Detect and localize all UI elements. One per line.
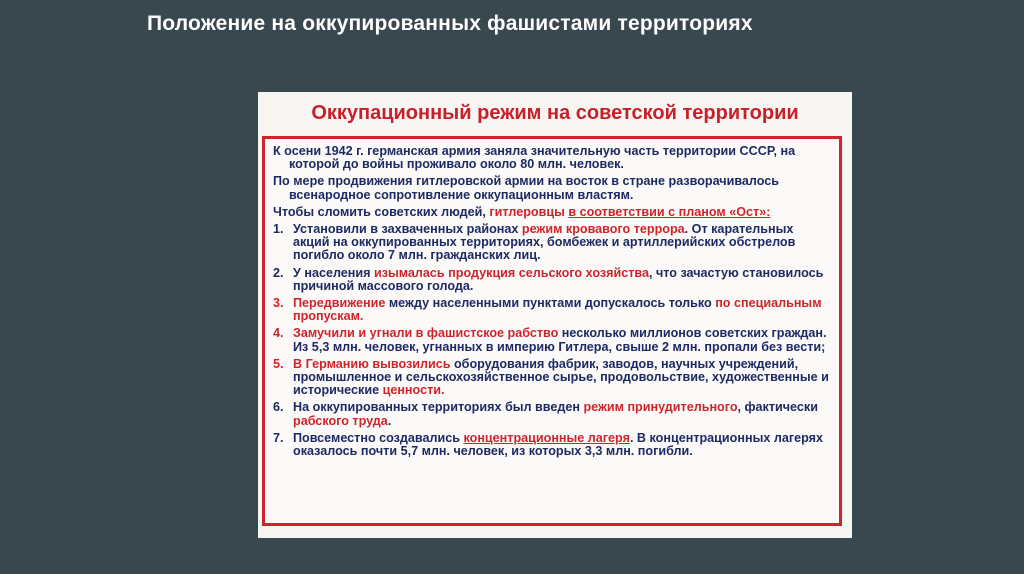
list-item-6: [273, 401, 831, 427]
item-highlight: ценности.: [382, 383, 445, 398]
item-text-part: Повсеместно создавались: [293, 430, 464, 445]
lead-paragraph: [273, 206, 831, 219]
item-number: 2.: [273, 265, 284, 280]
lead-highlight: гитлеровцы: [489, 204, 565, 219]
intro-paragraph-1: К осени 1942 г. германская армия заняла значительную часть территории СССР, на которой до войны проживало около 80 млн. человек.: [273, 144, 796, 172]
lead-plan: в соответствии с планом «Ост»:: [568, 204, 771, 219]
list-item-4: [273, 327, 831, 353]
item-text-part: несколько миллионов советских граждан. Из 5,3 млн. человек, угнанных в империю Гитлера, свыше 2 млн. пропали без вести;: [293, 326, 827, 354]
item-text-part: , фактически: [737, 400, 818, 415]
item-text-part: . От карательных акций на оккупированных территориях, бомбежек и артиллерийских обстрелов погибло около 7 млн. гражданских лиц.: [293, 222, 796, 263]
item-highlight: В Германию вывозились: [293, 356, 451, 371]
item-text-part: .: [387, 413, 392, 428]
item-number: 3.: [273, 296, 284, 311]
item-highlight: Передвижение: [293, 296, 386, 311]
item-text: [293, 297, 831, 323]
item-text: [293, 327, 831, 353]
item-number: 7.: [273, 430, 284, 445]
slide-title: Положение на оккупированных фашистами территориях: [147, 12, 753, 35]
content-card: [258, 92, 852, 538]
list-item-2: [273, 267, 831, 293]
item-number: 5.: [273, 356, 284, 371]
card-title: Оккупационный режим на советской территории: [311, 102, 799, 124]
item-text: [293, 223, 831, 263]
item-text: [293, 267, 831, 293]
item-highlight: рабского труда: [293, 413, 388, 428]
item-text-part: оборудования фабрик, заводов, научных учреждений, промышленное и сельскохозяйственное сырье, продовольствие, художественные и исторические: [293, 356, 829, 398]
item-text-part: У населения: [293, 265, 374, 280]
item-highlight: режим кровавого террора: [521, 222, 685, 237]
item-text-part: , что зачастую становилось причиной массового голода.: [293, 265, 824, 293]
list-item-3: [273, 297, 831, 323]
item-text: [293, 401, 831, 427]
list-item-7: [273, 432, 831, 458]
intro-paragraph-2: По мере продвижения гитлеровской армии на восток в стране разворачивалось всенародное сопротивление оккупационным властям.: [273, 174, 780, 202]
text-frame: [262, 136, 842, 526]
item-highlight: Замучили и угнали в фашистское рабство: [293, 326, 559, 341]
list-item-1: [273, 223, 831, 263]
item-number: 6.: [273, 400, 284, 415]
item-text-part: между населенными пунктами допускалось только: [385, 296, 716, 311]
item-highlight: режим принудительного: [583, 400, 738, 415]
item-text: [293, 432, 831, 458]
item-number: 1.: [273, 222, 284, 237]
item-number: 4.: [273, 326, 284, 341]
item-text: [293, 358, 831, 398]
lead-text: Чтобы сломить советских людей,: [273, 204, 490, 219]
item-text-part: На оккупированных территориях был введен: [293, 400, 584, 415]
item-highlight: концентрационные лагеря: [463, 430, 630, 445]
list-item-5: [273, 358, 831, 398]
item-text-part: . В концентрационных лагерях оказалось почти 5,7 млн. человек, из которых 3,3 млн. погибли.: [293, 430, 823, 459]
item-highlight: изымалась продукция сельского хозяйства: [374, 265, 649, 280]
item-text-part: Установили в захваченных районах: [293, 222, 522, 237]
item-highlight: по специальным пропускам.: [293, 296, 822, 324]
